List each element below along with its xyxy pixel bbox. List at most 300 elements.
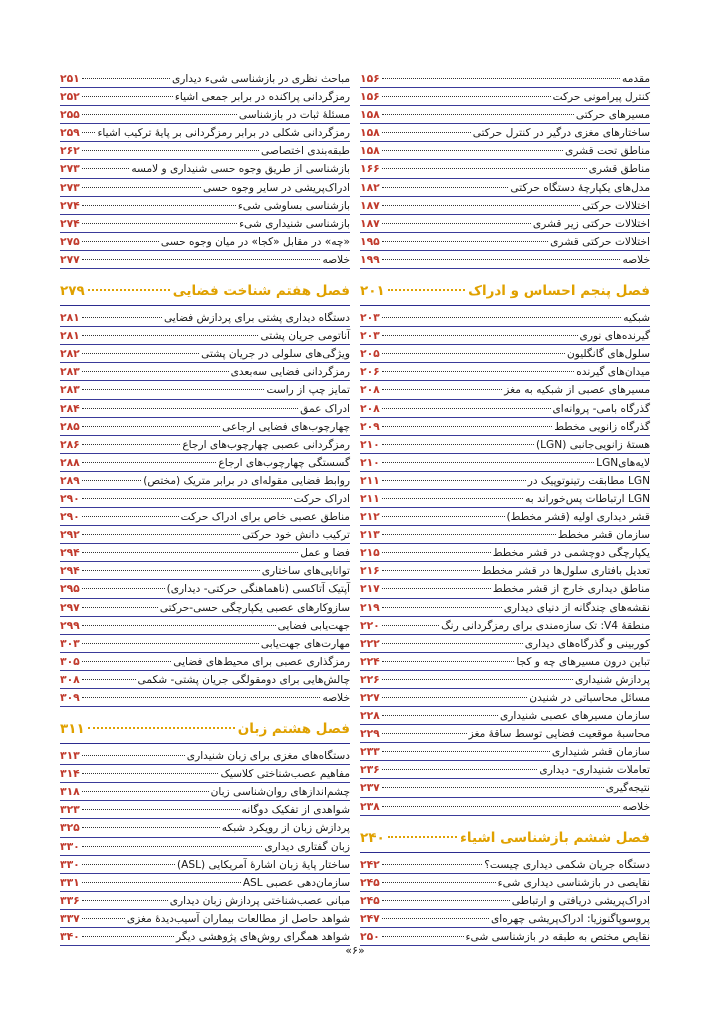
toc-entry[interactable]: [360, 856, 650, 874]
leader-dots: [82, 534, 240, 535]
leader-dots: [382, 787, 604, 788]
toc-entry[interactable]: [360, 106, 650, 124]
leader-dots: [82, 900, 168, 901]
toc-entry[interactable]: [60, 160, 350, 178]
toc-entry[interactable]: [360, 88, 650, 106]
leader-dots: [82, 389, 265, 390]
entry-title: یکپارچگی دوچشمی در قشر مخطط: [492, 547, 650, 560]
entry-title: مفاهیم عصب‌شناختی کلاسیک: [220, 768, 350, 781]
entry-title: گیرنده‌های نوری: [579, 330, 650, 343]
entry-page-number: ۲۸۱: [60, 329, 80, 343]
entry-title: سازمان مسیرهای عصبی شنیداری: [500, 710, 650, 723]
entry-page-number: ۲۱۲: [360, 510, 380, 524]
leader-dots: [82, 773, 219, 774]
toc-entry[interactable]: [360, 472, 650, 490]
leader-dots: [382, 480, 526, 481]
page-number: «۶»: [345, 944, 365, 957]
toc-entry[interactable]: [60, 892, 350, 910]
toc-entry[interactable]: [60, 454, 350, 472]
toc-section: [360, 830, 650, 946]
toc-entry[interactable]: [360, 215, 650, 233]
entry-page-number: ۲۱۱: [360, 491, 380, 505]
entry-title: تعاملات شنیداری- دیداری: [539, 764, 650, 777]
leader-dots: [82, 371, 229, 372]
toc-entry[interactable]: [60, 580, 350, 598]
entry-title: اختلالات حرکتی زیر قشری: [532, 217, 650, 230]
entry-page-number: ۲۰۸: [360, 383, 380, 397]
toc-entry[interactable]: [60, 381, 350, 399]
chapter-page-number: ۳۱۱: [60, 721, 85, 738]
entry-title: ویژگی‌های سلولی در جریان پشتی: [201, 348, 350, 361]
leader-dots: [382, 882, 496, 883]
chapter-heading[interactable]: [360, 830, 650, 853]
toc-entry[interactable]: [60, 106, 350, 124]
toc-entry[interactable]: [60, 617, 350, 635]
leader-dots: [82, 936, 174, 937]
toc-entry[interactable]: [360, 671, 650, 689]
toc-entry[interactable]: [60, 400, 350, 418]
leader-dots: [382, 588, 491, 589]
toc-entry[interactable]: [60, 215, 350, 233]
entry-title: دستگاه‌های مغزی برای زبان شنیداری: [186, 750, 350, 763]
entry-title: گذرگاه زانویی مخطط: [554, 420, 650, 433]
entry-title: آپتیک آتاکسی (ناهماهنگی حرکتی- دیداری): [166, 583, 350, 596]
entry-page-number: ۲۵۵: [60, 108, 80, 122]
leader-dots: [382, 498, 523, 499]
entry-title: خلاصه: [322, 692, 350, 704]
toc-section: [60, 283, 350, 707]
toc-entry[interactable]: [60, 142, 350, 160]
leader-dots: [82, 846, 263, 847]
leader-dots: [382, 426, 552, 427]
entry-page-number: ۲۷۳: [60, 180, 80, 194]
toc-entry[interactable]: [60, 436, 350, 454]
entry-title: مسئلهٔ ثبات در بازشناسی: [238, 109, 350, 122]
leader-dots: [88, 727, 235, 729]
entry-page-number: ۱۵۸: [360, 126, 380, 140]
toc-entry[interactable]: [360, 124, 650, 142]
leader-dots: [382, 570, 480, 571]
entry-page-number: ۲۳۷: [360, 781, 380, 795]
entry-title: سلول‌های گانگلیون: [566, 348, 650, 361]
entry-page-number: ۲۷۳: [60, 162, 80, 176]
entry-page-number: ۲۹۵: [60, 582, 80, 596]
toc-entry[interactable]: [360, 743, 650, 761]
entry-page-number: ۲۹۴: [60, 564, 80, 578]
leader-dots: [382, 317, 621, 318]
entry-page-number: ۲۰۵: [360, 347, 380, 361]
leader-dots: [82, 78, 170, 79]
toc-entry[interactable]: [360, 70, 650, 88]
toc-entry[interactable]: [360, 599, 650, 617]
entry-page-number: ۲۲۷: [360, 691, 380, 704]
entry-page-number: ۲۹۲: [60, 528, 80, 542]
toc-column-right: [360, 70, 650, 956]
toc-entry[interactable]: [60, 88, 350, 106]
entry-page-number: ۲۱۳: [360, 528, 380, 542]
leader-dots: [82, 607, 158, 608]
leader-dots: [382, 936, 464, 937]
toc-entry[interactable]: [360, 689, 650, 707]
entry-title: ساختار پایهٔ زبان اشارهٔ آمریکایی (ASL): [176, 858, 350, 871]
toc-entry[interactable]: [60, 251, 350, 269]
entry-page-number: ۲۵۹: [60, 126, 80, 140]
toc-entry[interactable]: [60, 910, 350, 928]
entry-title: مناطق قشری: [588, 163, 650, 176]
entry-page-number: ۲۲۹: [360, 727, 380, 741]
leader-dots: [82, 516, 179, 517]
leader-dots: [382, 679, 573, 680]
entry-title: خلاصه: [322, 253, 350, 266]
toc-entry[interactable]: [360, 910, 650, 928]
leader-dots: [382, 625, 439, 626]
entry-title: چشم‌اندازهای روان‌شناسی زبان: [210, 786, 350, 799]
entry-title: سازوکارهای عصبی یکپارچگی حسی-حرکتی: [159, 601, 350, 614]
entry-page-number: ۲۱۵: [360, 546, 380, 560]
toc-entry[interactable]: [360, 142, 650, 160]
toc-entry[interactable]: [60, 233, 350, 251]
leader-dots: [82, 480, 141, 481]
leader-dots: [82, 426, 220, 427]
entry-page-number: ۲۵۱: [60, 72, 80, 85]
entry-page-number: ۲۷۴: [60, 216, 80, 230]
entry-page-number: ۳۰۵: [60, 654, 80, 668]
entry-title: فضا و عمل: [300, 547, 350, 560]
leader-dots: [82, 408, 298, 409]
leader-dots: [382, 150, 563, 151]
leader-dots: [82, 259, 321, 260]
toc-entry[interactable]: [60, 70, 350, 88]
chapter-heading[interactable]: [360, 283, 650, 306]
entry-page-number: ۲۸۵: [60, 419, 80, 433]
entry-page-number: ۲۸۶: [60, 437, 80, 451]
leader-dots: [382, 715, 498, 716]
toc-entry[interactable]: [60, 856, 350, 874]
toc-entry[interactable]: [360, 580, 650, 598]
entry-page-number: ۲۷۵: [60, 234, 80, 248]
toc-entry[interactable]: [360, 454, 650, 472]
entry-title: بازشناسی از طریق وجوه حسی شنیداری و لامسه: [131, 163, 350, 176]
toc-entry[interactable]: [360, 617, 650, 635]
entry-title: مناطق عصبی خاص برای ادراک حرکت: [180, 511, 350, 524]
entry-title: محاسبهٔ موقعیت فضایی توسط ساقهٔ مغز: [468, 728, 650, 741]
entry-page-number: ۲۸۳: [60, 365, 80, 379]
leader-dots: [82, 552, 298, 553]
toc-entry[interactable]: [60, 179, 350, 197]
entry-page-number: ۳۱۳: [60, 749, 80, 763]
toc-entry[interactable]: [360, 544, 650, 562]
entry-title: چالش‌هایی برای دومقولگی جریان پشتی- شکمی: [137, 673, 350, 686]
entry-page-number: ۲۱۹: [360, 600, 380, 614]
entry-page-number: ۲۸۴: [60, 401, 80, 415]
entry-page-number: ۳۳۰: [60, 839, 80, 853]
entry-page-number: ۱۸۷: [360, 216, 380, 230]
leader-dots: [382, 516, 505, 517]
entry-page-number: ۱۵۸: [360, 108, 380, 122]
toc-entry[interactable]: [360, 179, 650, 197]
entry-page-number: ۲۸۳: [60, 383, 80, 397]
entry-title: پردازش شنیداری: [574, 673, 650, 686]
entry-page-number: ۳۰۹: [60, 691, 80, 704]
toc-entry[interactable]: [360, 490, 650, 508]
entry-title: نقایصی در بازشناسی دیداری شیء: [497, 876, 650, 889]
toc-entry[interactable]: [60, 526, 350, 544]
leader-dots: [382, 918, 489, 919]
entry-title: چهارچوب‌های فضایی ارجاعی: [222, 420, 350, 433]
entry-page-number: ۲۰۳: [360, 329, 380, 343]
entry-page-number: ۳۳۱: [60, 875, 80, 889]
toc-entry[interactable]: [60, 838, 350, 856]
entry-title: جهت‌یابی فضایی: [277, 619, 350, 632]
entry-page-number: ۲۱۰: [360, 455, 380, 469]
leader-dots: [82, 223, 237, 224]
entry-title: مهارت‌های جهت‌یابی: [260, 637, 350, 650]
entry-page-number: ۲۴۵: [360, 875, 380, 889]
toc-entry[interactable]: [60, 418, 350, 436]
entry-title: رمزگردانی شکلی در برابر رمزگردانی بر پایهٔ ترکیب اشیاء: [97, 127, 350, 140]
entry-title: دستگاه جریان شکمی دیداری چیست؟: [484, 858, 650, 871]
entry-page-number: ۱۸۷: [360, 198, 380, 212]
toc-section: [360, 283, 650, 816]
leader-dots: [382, 769, 538, 770]
entry-title: کنترل پیرامونی حرکت: [552, 91, 650, 104]
leader-dots: [382, 643, 523, 644]
leader-dots: [88, 289, 170, 291]
entry-title: مقدمه: [622, 73, 650, 85]
leader-dots: [382, 534, 556, 535]
toc-entry[interactable]: [360, 761, 650, 779]
leader-dots: [382, 205, 580, 206]
leader-dots: [382, 389, 502, 390]
leader-dots: [382, 241, 548, 242]
toc-entry[interactable]: [60, 599, 350, 617]
toc-entry[interactable]: [360, 309, 650, 327]
leader-dots: [382, 259, 621, 260]
entry-page-number: ۲۸۲: [60, 347, 80, 361]
toc-entry[interactable]: [360, 635, 650, 653]
leader-dots: [382, 444, 534, 445]
entry-title: منطقهٔ V4: تک سازه‌مندی برای رمزگردانی رنگ: [441, 619, 650, 632]
entry-title: دستگاه دیداری پشتی برای پردازش فضایی: [163, 312, 350, 325]
entry-title: شواهد همگرای روش‌های پژوهشی دیگر: [176, 931, 350, 944]
toc-entry[interactable]: [60, 544, 350, 562]
toc-entry[interactable]: [360, 526, 650, 544]
toc-entry[interactable]: [360, 381, 650, 399]
toc-entry[interactable]: [60, 765, 350, 783]
entry-title: نتیجه‌گیری: [605, 782, 650, 795]
toc-entry[interactable]: [60, 508, 350, 526]
toc-entry[interactable]: [360, 874, 650, 892]
toc-entry[interactable]: [60, 363, 350, 381]
toc-entry[interactable]: [360, 251, 650, 269]
entry-title: ساختارهای مغزی درگیر در کنترل حرکتی: [472, 127, 650, 140]
entry-title: روابط فضایی مقوله‌ای در برابر متریک (مختص): [143, 474, 350, 487]
toc-entry[interactable]: [360, 779, 650, 797]
toc-entry[interactable]: [360, 400, 650, 418]
toc-entry[interactable]: [60, 472, 350, 490]
entry-page-number: ۲۶۲: [60, 144, 80, 158]
leader-dots: [382, 900, 510, 901]
toc-entry[interactable]: [360, 562, 650, 580]
entry-page-number: ۲۰۶: [360, 365, 380, 379]
entry-page-number: ۲۱۰: [360, 437, 380, 451]
toc-entry[interactable]: [60, 635, 350, 653]
leader-dots: [382, 114, 574, 115]
entry-page-number: ۱۵۶: [360, 90, 380, 104]
toc-entry[interactable]: [360, 197, 650, 215]
toc-entry[interactable]: [360, 798, 650, 816]
leader-dots: [82, 205, 236, 206]
toc-entry[interactable]: [360, 653, 650, 671]
entry-page-number: ۱۵۶: [360, 72, 380, 85]
chapter-page-number: ۲۷۹: [60, 283, 85, 300]
leader-dots: [82, 444, 181, 445]
toc-entry[interactable]: [360, 363, 650, 381]
entry-title: نقشه‌های چندگانه از دنیای دیداری: [503, 601, 650, 614]
toc-entry[interactable]: [360, 418, 650, 436]
toc-section: [60, 721, 350, 946]
toc-entry[interactable]: [60, 689, 350, 707]
toc-entry[interactable]: [60, 345, 350, 363]
chapter-title: فصل ششم بازشناسی اشیاء: [460, 829, 650, 846]
toc-entry[interactable]: [60, 124, 350, 142]
entry-title: ادراک‌پریشی دریافتی و ارتباطی: [511, 894, 650, 907]
leader-dots: [382, 353, 565, 354]
entry-page-number: ۳۳۷: [60, 911, 80, 925]
toc-entry[interactable]: [360, 707, 650, 725]
leader-dots: [382, 187, 509, 188]
leader-dots: [82, 882, 241, 883]
entry-title: گذرگاه بامی- پروانه‌ای: [552, 402, 650, 415]
leader-dots: [382, 371, 574, 372]
entry-title: سازمان قشر مخطط: [557, 529, 650, 542]
leader-dots: [82, 661, 171, 662]
entry-page-number: ۲۰۳: [360, 311, 380, 325]
entry-page-number: ۱۸۲: [360, 180, 380, 194]
entry-title: خلاصه: [622, 800, 650, 813]
leader-dots: [82, 679, 136, 680]
toc-entry[interactable]: [360, 436, 650, 454]
chapter-page-number: ۲۰۱: [360, 283, 385, 300]
toc-entry[interactable]: [360, 508, 650, 526]
entry-page-number: ۲۴۷: [360, 911, 380, 925]
toc-entry[interactable]: [360, 327, 650, 345]
entry-page-number: ۳۱۸: [60, 785, 80, 799]
entry-title: تمایز چپ از راست: [266, 384, 350, 397]
entry-page-number: ۳۱۴: [60, 767, 80, 781]
entry-page-number: ۲۷۴: [60, 198, 80, 212]
entry-title: رمزگردانی فضایی سه‌بعدی: [230, 366, 350, 379]
entry-page-number: ۳۴۰: [60, 930, 80, 944]
entry-page-number: ۲۱۷: [360, 582, 380, 596]
entry-page-number: ۳۳۰: [60, 857, 80, 871]
entry-title: میدان‌های گیرنده: [576, 366, 650, 379]
entry-page-number: ۲۱۶: [360, 564, 380, 578]
toc-entry[interactable]: [60, 653, 350, 671]
entry-page-number: ۲۳۸: [360, 799, 380, 813]
entry-title: مبانی عصب‌شناختی پردازش زبان دیداری: [169, 894, 350, 907]
entry-title: کوربینی و گذرگاه‌های دیداری: [524, 637, 650, 650]
toc-entry[interactable]: [60, 671, 350, 689]
leader-dots: [382, 552, 491, 553]
toc-entry[interactable]: [360, 345, 650, 363]
toc-entry[interactable]: [360, 160, 650, 178]
leader-dots: [382, 864, 483, 865]
toc-entry[interactable]: [60, 747, 350, 765]
toc-entry[interactable]: [60, 490, 350, 508]
toc-entry[interactable]: [360, 892, 650, 910]
entry-page-number: ۲۲۴: [360, 654, 380, 668]
entry-title: مسائل محاسباتی در شنیدن: [529, 692, 650, 704]
toc-entry[interactable]: [360, 233, 650, 251]
chapter-title: فصل هفتم شناخت فضایی: [172, 283, 350, 300]
entry-page-number: ۲۴۵: [360, 893, 380, 907]
entry-title: ادراک‌پریشی در سایر وجوه حسی: [203, 181, 350, 194]
toc-entry[interactable]: [60, 562, 350, 580]
chapter-title: فصل هشتم زبان: [237, 721, 350, 738]
entry-page-number: ۲۸۱: [60, 311, 80, 325]
leader-dots: [382, 733, 467, 734]
leader-dots: [82, 864, 175, 865]
leader-dots: [82, 625, 276, 626]
toc-entry[interactable]: [60, 327, 350, 345]
entry-title: LGN مطابقت رتینوتوپیک در: [527, 474, 650, 487]
leader-dots: [82, 96, 173, 97]
entry-page-number: ۲۵۰: [360, 930, 380, 944]
chapter-heading[interactable]: [60, 721, 350, 744]
entry-page-number: ۲۷۷: [60, 252, 80, 266]
entry-page-number: ۲۲۰: [360, 618, 380, 632]
leader-dots: [82, 588, 165, 589]
leader-dots: [82, 462, 217, 463]
entry-title: مسیرهای عصبی از شبکیه به مغز: [504, 384, 650, 397]
leader-dots: [382, 697, 528, 698]
leader-dots: [382, 462, 594, 463]
leader-dots: [382, 751, 550, 752]
entry-title: شواهدی از تفکیک دوگانه: [241, 804, 350, 817]
entry-page-number: ۱۹۹: [360, 252, 380, 266]
leader-dots: [382, 96, 551, 97]
toc-column-left: [60, 70, 350, 956]
toc-section: [60, 70, 350, 269]
leader-dots: [382, 223, 531, 224]
entry-title: اختلالات حرکتی: [582, 199, 650, 212]
leader-dots: [82, 187, 201, 188]
entry-page-number: ۲۹۷: [60, 600, 80, 614]
leader-dots: [82, 150, 259, 151]
toc-entry[interactable]: [60, 309, 350, 327]
toc-entry[interactable]: [60, 197, 350, 215]
entry-title: LGN ارتباطات پس‌خوراند به: [525, 492, 650, 505]
leader-dots: [82, 168, 130, 169]
toc-entry[interactable]: [60, 783, 350, 801]
entry-page-number: ۱۹۵: [360, 234, 380, 248]
entry-title: گسستگی چهارچوب‌های ارجاع: [218, 456, 350, 469]
entry-page-number: ۳۰۸: [60, 672, 80, 686]
toc-entry[interactable]: [60, 874, 350, 892]
toc-entry[interactable]: [60, 819, 350, 837]
entry-title: ادراک حرکت: [293, 492, 350, 505]
toc-entry[interactable]: [60, 801, 350, 819]
leader-dots: [82, 755, 185, 756]
leader-dots: [82, 335, 259, 336]
entry-page-number: ۲۹۴: [60, 546, 80, 560]
chapter-heading[interactable]: [60, 283, 350, 306]
entry-title: پردازش زبان از رویکرد شبکه: [221, 822, 350, 835]
entry-page-number: ۲۳۳: [360, 745, 380, 759]
entry-page-number: ۱۶۶: [360, 162, 380, 176]
toc-entry[interactable]: [360, 725, 650, 743]
